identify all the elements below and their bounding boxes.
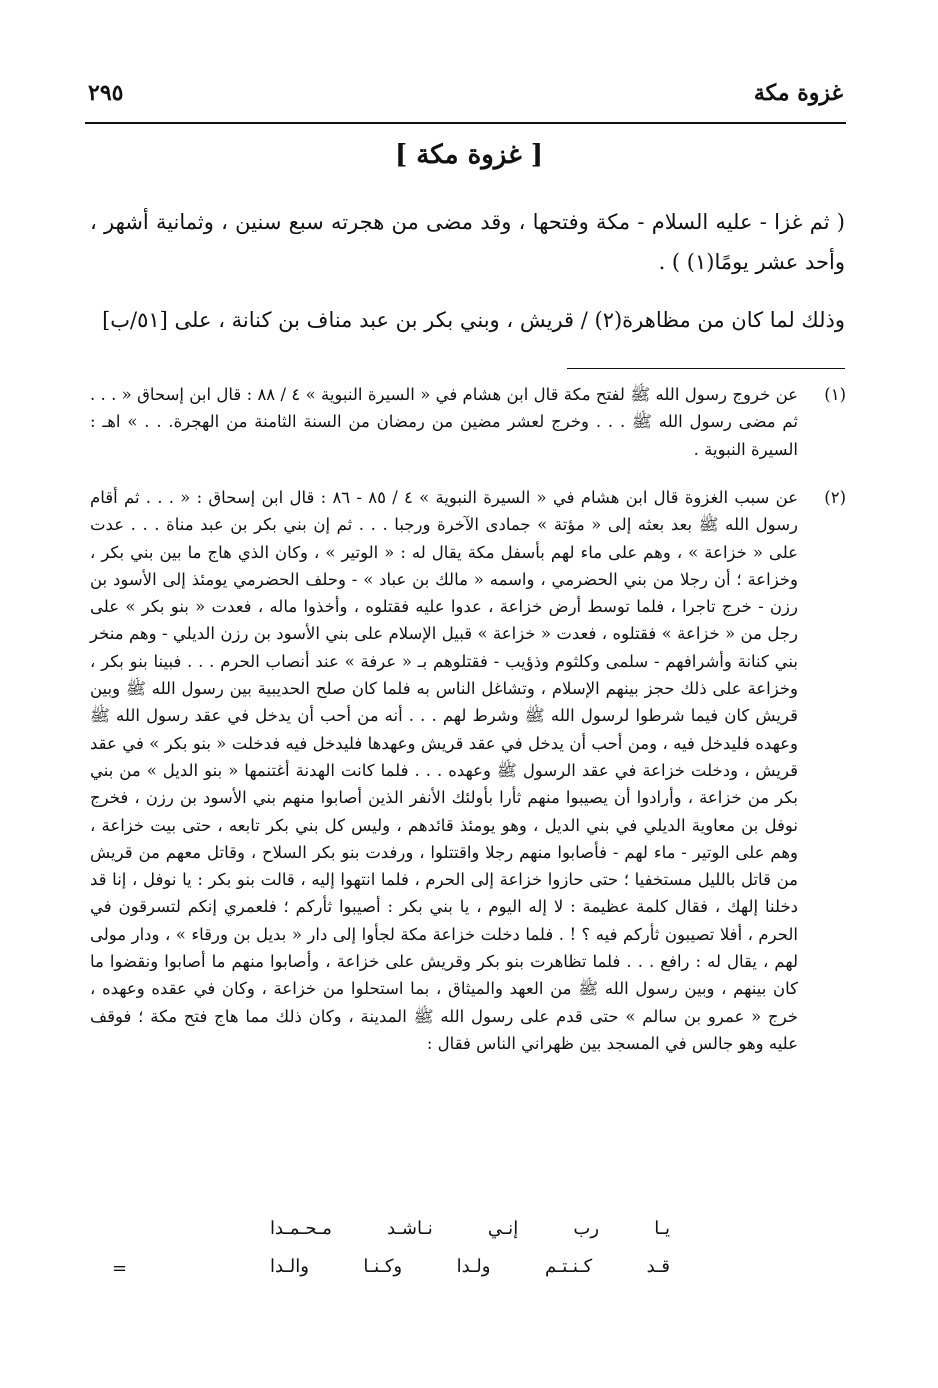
footnote-text: عن خروج رسول الله ﷺ لفتح مكة قال ابن هشام في « السيرة النبوية » ٤ / ٨٨ : قال ابن إسحاق « . . . ثم مضى رسول الله ﷺ . . . وخرج لعشر مضين من رمضان من السنة الثامنة من الهجرة. . . » اهـ : السيرة النبوية .: [90, 385, 798, 459]
footnote-1: [90, 381, 846, 463]
footnote-number: (١): [824, 385, 846, 404]
chapter-title: [ غزوة مكة ]: [394, 140, 544, 170]
body-paragraph-1: ( ثم غزا - عليه السلام - مكة وفتحها ، وقد مضى من هجرته سبع سنين ، وثمانية أشهر ، وأحد عشر يومًا(١) ) .: [90, 210, 845, 274]
continuation-mark: =: [112, 1258, 128, 1279]
body-paragraph-2: وذلك لما كان من مظاهرة(٢) / قريش ، وبني بكر بن عبد مناف بن كنانة ، على [٥١/ب]: [102, 308, 845, 332]
poem-verse-2: قـد كـنـتـم ولـدا وكـنـا والـدا: [270, 1256, 670, 1277]
footnote-separator: [567, 368, 845, 369]
page-number: ٢٩٥: [88, 80, 124, 106]
footnote-2: [90, 484, 846, 1057]
running-title: غزوة مكة: [753, 80, 843, 106]
poem-verse-1: يـا رب إنـي نـاشـد مـحـمـدا: [270, 1218, 670, 1239]
header-rule: [85, 122, 846, 124]
footnote-number: (٢): [824, 488, 846, 507]
footnote-text: عن سبب الغزوة قال ابن هشام في « السيرة النبوية » ٤ / ٨٥ - ٨٦ : قال ابن إسحاق : « . . . ثم أقام رسول الله ﷺ بعد بعثه إلى « مؤتة » جمادى الآخرة ورجبا . . . ثم إن بني بكر بن عبد مناة . . . عدت على « خزاعة » ، وهم على ماء لهم بأسفل مكة يقال له : « الوتير » ، وكان الذي هاج ما بين بني بكر ، وخزاعة ؛ أن رجلا من بني الحضرمي ، واسمه « مالك بن عباد » - وحلف الحضرمي يومئذ إلى الأسود بن رزن - خرج تاجرا ، فلما توسط أرض خزاعة ، عدوا عليه فقتلوه ، وأخذوا ماله ، فعدت « بنو بكر » على رجل من « خزاعة » فقتلوه ، فعدت « خزاعة » قبيل الإسلام على بني الأسود بن رزن الديلي - وهم منخر بني كنانة وأشرافهم - سلمى وكلثوم وذؤيب - فقتلوهم بـ « عرفة » عند أنصاب الحرم . . . فبينا بنو بكر ، وخزاعة على ذلك حجز بينهم الإسلام ، وتشاغل الناس به فلما كان صلح الحديبية بين رسول الله ﷺ وبين قريش كان فيما شرطوا لرسول الله ﷺ وشرط لهم . . . أنه من أحب أن يدخل في عقد رسول الله ﷺ وعهده فليدخل فيه ، ومن أحب أن يدخل في عقد قريش وعهدها فليدخل فيه فدخلت « بنو بكر » في عقد قريش ، ودخلت خزاعة في عقد الرسول ﷺ وعهده . . . فلما كانت الهدنة أغتنمها « بنو الديل » من بني بكر من خزاعة ، وأرادوا أن يصيبوا منهم ثأرا بأولئك الأنفر الذين أصابوا منهم بني الأسود بن رزن ، فخرج نوفل بن معاوية الديلي في بني الديل ، وهو يومئذ قائدهم ، وليس كل بني بكر تابعه ، حتى بيت خزاعة ، وهم على الوتير - ماء لهم - فأصابوا منهم رجلا واقتتلوا ، ورفدت بنو بكر السلاح ، وقاتل معهم من قريش من قاتل بالليل مستخفيا ؛ حتى حازوا خزاعة إلى الحرم ، فلما انتهوا إليه ، قالت بنو بكر : يا نوفل ، إنا قد دخلنا إلهك ، فقال كلمة عظيمة : لا إله اليوم ، يا بني بكر : أصيبوا ثأركم ؛ فلعمري إنكم لتسرقون في الحرم ، أفلا تصيبون ثأركم فيه ؟ ! . فلما دخلت خزاعة مكة لجأوا إلى دار « بديل بن ورقاء » ، ودار مولى لهم ، يقال له : رافع . . . فلما تظاهرت بنو بكر وقريش على خزاعة ، وأصابوا منهم ما أصابوا ونقضوا ما كان بينهم ، وبين رسول الله ﷺ من العهد والميثاق ، بما استحلوا من خزاعة ، وكان في عقده وعهده ، خرج « عمرو بن سالم » حتى قدم على رسول الله ﷺ المدينة ، وكان ذلك مما هاج فتح مكة ؛ فوقف عليه وهو جالس في المسجد بين ظهراني الناس فقال :: [90, 488, 798, 1053]
